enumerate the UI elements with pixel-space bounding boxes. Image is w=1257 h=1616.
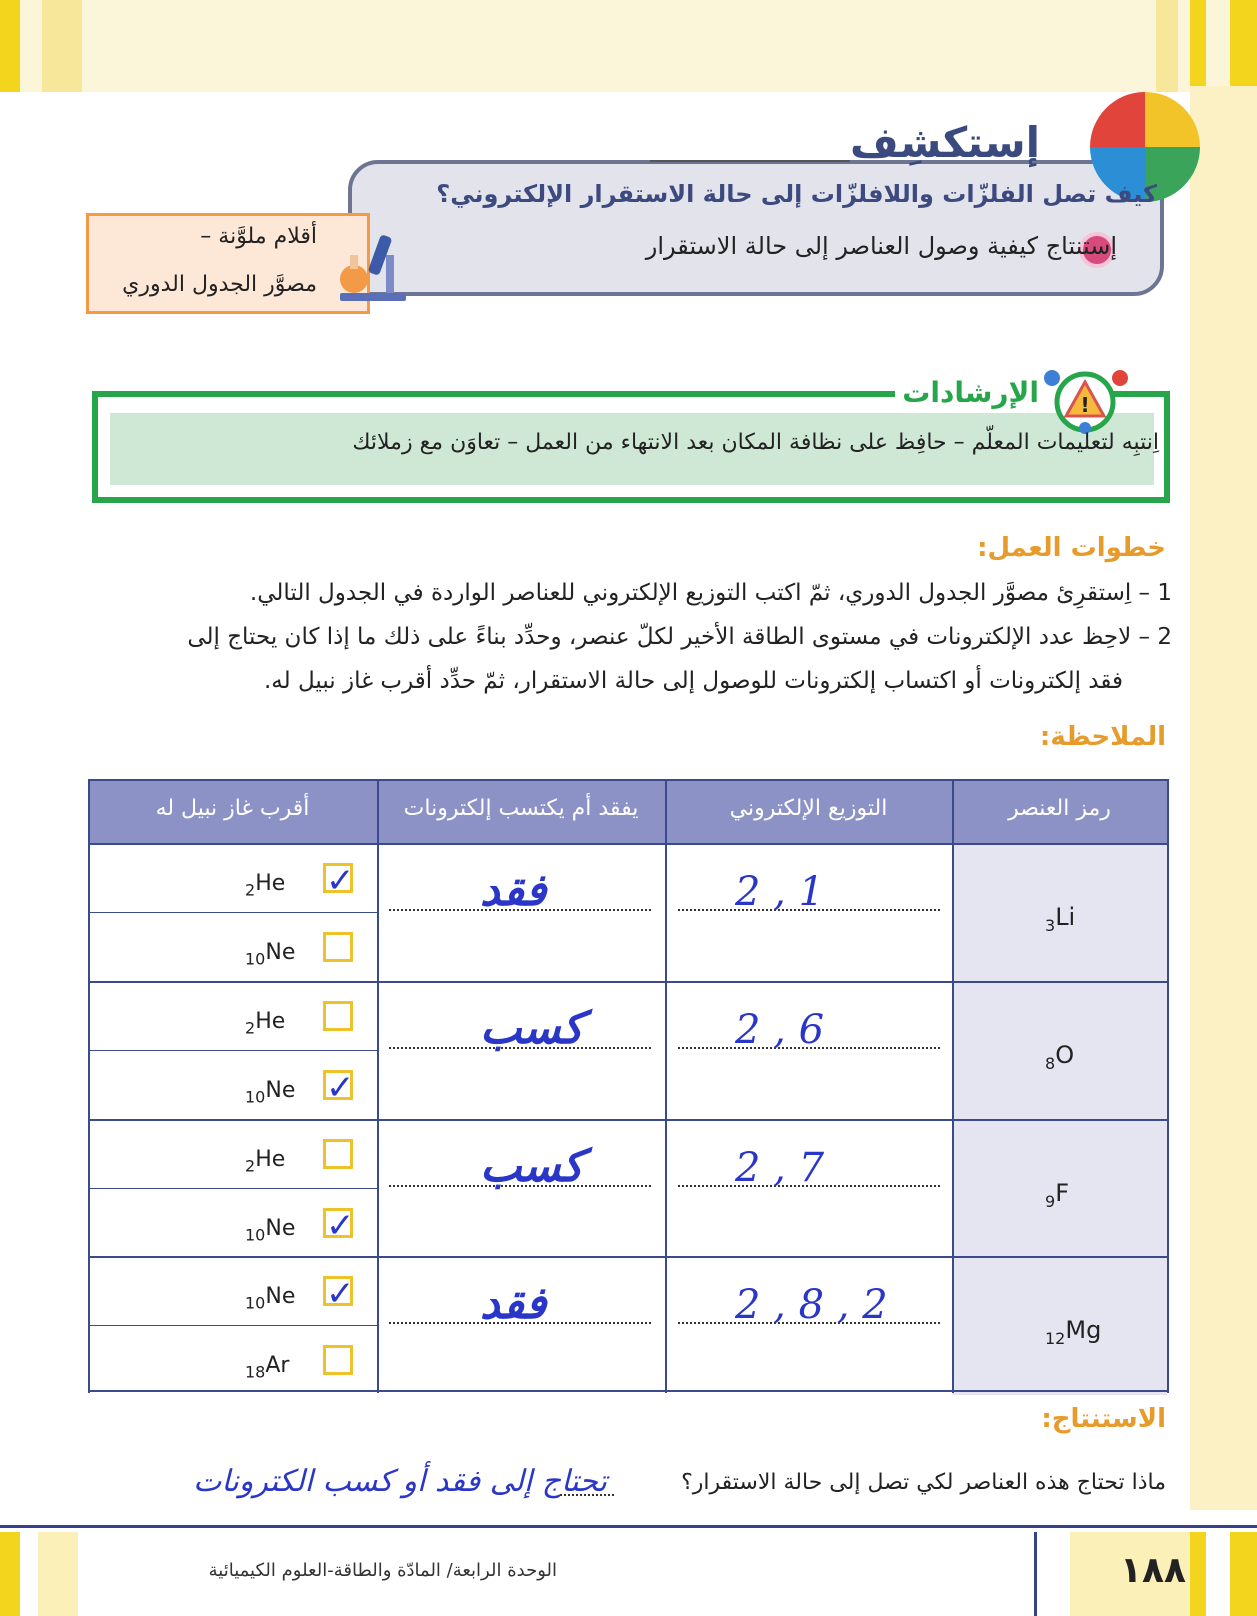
gas-split-line: [88, 1050, 377, 1051]
gas-symbol: Ne: [265, 940, 296, 965]
config-answer[interactable]: 2 , 7: [735, 1145, 825, 1191]
table-header-cell: التوزيع الإلكتروني: [729, 796, 888, 821]
noble-gas-label: [245, 871, 285, 899]
gas-checkbox[interactable]: [323, 1068, 355, 1108]
top-stripe-left-pale: [42, 0, 82, 92]
table-header-cell: يفقد أم يكتسب إلكترونات: [403, 796, 639, 821]
table-header-cell: رمز العنصر: [1008, 796, 1111, 821]
gas-split-line: [88, 1325, 377, 1326]
noble-gas-label: [245, 940, 295, 968]
conclusion-question: ماذا تحتاج هذه العناصر لكي تصل إلى حالة الاستقرار؟: [681, 1470, 1166, 1495]
gas-checkbox[interactable]: [323, 1206, 355, 1246]
gas-checkbox[interactable]: [323, 1001, 353, 1031]
table-row-line: [88, 981, 1167, 983]
footer-divider: [1034, 1532, 1037, 1616]
materials-line-1: أقلام ملوَّنة –: [200, 224, 317, 249]
gain-lose-answer[interactable]: كسب: [480, 1141, 584, 1192]
conclusion-answer[interactable]: تحتاج إلى فقد أو كسب الكترونات: [193, 1464, 607, 1499]
top-band: [0, 0, 1257, 92]
gas-symbol: He: [255, 1147, 286, 1172]
gas-atomic-number: 2: [245, 1156, 256, 1176]
gas-split-line: [88, 912, 377, 913]
footer-unit: الوحدة الرابعة/ المادّة والطاقة-العلوم الكيميائية: [208, 1560, 557, 1581]
svg-text:!: !: [1080, 393, 1090, 417]
config-answer[interactable]: 2 , 6: [735, 1007, 825, 1053]
top-stripe-right: [1190, 0, 1206, 92]
explore-title-line: [650, 160, 850, 162]
config-answer[interactable]: 2 , 8 , 2: [735, 1282, 888, 1328]
observation-heading: الملاحظة:: [1039, 722, 1166, 752]
gas-atomic-number: 10: [245, 1293, 266, 1313]
gas-symbol: Ar: [265, 1353, 290, 1378]
element-symbol-text: Mg: [1065, 1316, 1102, 1344]
gas-symbol: Ne: [265, 1284, 296, 1309]
table-col-line: [665, 779, 667, 1393]
gas-checkbox[interactable]: [323, 1139, 353, 1169]
gas-symbol: He: [255, 871, 286, 896]
gas-atomic-number: 10: [245, 1087, 266, 1107]
atomic-number: 9: [1045, 1191, 1056, 1211]
materials-line-2: مصوَّر الجدول الدوري: [122, 272, 317, 297]
footer-stripe-left: [0, 1532, 20, 1616]
procedure-step-1: 1 – اِستقرِئ مصوَّر الجدول الدوري، ثمّ اكتب التوزيع الإلكتروني للعناصر الواردة في الجدول التالي.: [249, 580, 1172, 606]
element-symbol: [1045, 903, 1075, 935]
table-col-line: [88, 779, 90, 1393]
procedure-step-2: 2 – لاحِظ عدد الإلكترونات في مستوى الطاقة الأخير لكلّ عنصر، وحدِّد بناءً على ذلك ما إذا كان يحتاج إلى: [187, 624, 1172, 650]
gain-lose-answer[interactable]: فقد: [480, 865, 547, 916]
gas-split-line: [88, 1188, 377, 1189]
gas-checkbox[interactable]: [323, 861, 355, 901]
check-mark-icon: ✓: [326, 861, 355, 901]
check-mark-icon: ✓: [326, 1206, 355, 1246]
element-symbol: [1045, 1316, 1101, 1348]
footer-rule: [0, 1525, 1257, 1528]
explore-goal: إستنتاج كيفية وصول العناصر إلى حالة الاستقرار: [645, 232, 1117, 260]
element-symbol: [1045, 1179, 1069, 1211]
atomic-number: 8: [1045, 1053, 1056, 1073]
footer-stripe-right-2: [1230, 1532, 1257, 1616]
gas-checkbox[interactable]: [323, 1345, 353, 1375]
gas-symbol: He: [255, 1009, 286, 1034]
gas-atomic-number: 18: [245, 1362, 266, 1382]
gas-atomic-number: 2: [245, 1018, 256, 1038]
top-stripe-left: [0, 0, 20, 92]
instructions-text: اِنتبِه لتعليمات المعلّم – حافِظ على نظافة المكان بعد الانتهاء من العمل – تعاوَن مع زملائك: [352, 430, 1159, 455]
table-row-line: [88, 1256, 1167, 1258]
noble-gas-label: [245, 1353, 289, 1381]
explore-title: إستكشِف: [850, 118, 1041, 167]
side-band: [1190, 86, 1257, 1510]
table-border-top: [88, 779, 1167, 781]
atomic-number: 3: [1045, 915, 1056, 935]
table-row-line: [88, 1119, 1167, 1121]
gas-atomic-number: 10: [245, 949, 266, 969]
element-symbol-text: O: [1055, 1041, 1075, 1069]
procedure-step-2-cont: فقد إلكترونات أو اكتساب إلكترونات للوصول إلى حالة الاستقرار، ثمّ حدِّد أقرب غاز نبيل له.: [264, 668, 1123, 694]
footer-stripe-right: [1190, 1532, 1206, 1616]
element-symbol-text: Li: [1055, 903, 1076, 931]
procedure-heading: خطوات العمل:: [977, 533, 1166, 563]
table-col-line: [952, 779, 954, 1393]
footer-stripe-left-pale: [38, 1532, 78, 1616]
gas-checkbox[interactable]: [323, 1274, 355, 1314]
explore-question: كيف تصل الفلزّات واللافلزّات إلى حالة الاستقرار الإلكتروني؟: [436, 180, 1157, 208]
noble-gas-label: [245, 1147, 285, 1175]
check-mark-icon: ✓: [326, 1274, 355, 1314]
table-header-cell: أقرب غاز نبيل له: [155, 796, 310, 821]
noble-gas-label: [245, 1078, 295, 1106]
gas-symbol: Ne: [265, 1216, 296, 1241]
gas-atomic-number: 2: [245, 880, 256, 900]
table-border-bottom: [88, 1390, 1167, 1392]
warning-icon: [1040, 364, 1130, 434]
check-mark-icon: ✓: [326, 1068, 355, 1108]
element-symbol: [1045, 1041, 1074, 1073]
gain-lose-answer[interactable]: فقد: [480, 1278, 547, 1329]
conclusion-heading: الاستنتاج:: [1041, 1404, 1166, 1434]
noble-gas-label: [245, 1009, 285, 1037]
element-symbol-text: F: [1055, 1179, 1069, 1207]
gas-atomic-number: 10: [245, 1225, 266, 1245]
gas-symbol: Ne: [265, 1078, 296, 1103]
table-col-line: [377, 779, 379, 1393]
table-row-line: [88, 843, 1167, 845]
top-stripe-right-pale: [1156, 0, 1178, 92]
noble-gas-label: [245, 1284, 295, 1312]
config-answer[interactable]: 2 , 1: [735, 869, 825, 915]
gas-checkbox[interactable]: [323, 932, 353, 962]
gain-lose-answer[interactable]: كسب: [480, 1003, 584, 1054]
top-stripe-right-2: [1230, 0, 1257, 92]
page-number: ١٨٨: [1120, 1550, 1186, 1591]
microscope-icon: [330, 225, 410, 305]
noble-gas-label: [245, 1216, 295, 1244]
atomic-number: 12: [1045, 1328, 1066, 1348]
instructions-title: الإرشادات: [902, 376, 1039, 409]
table-col-line: [1167, 779, 1169, 1393]
